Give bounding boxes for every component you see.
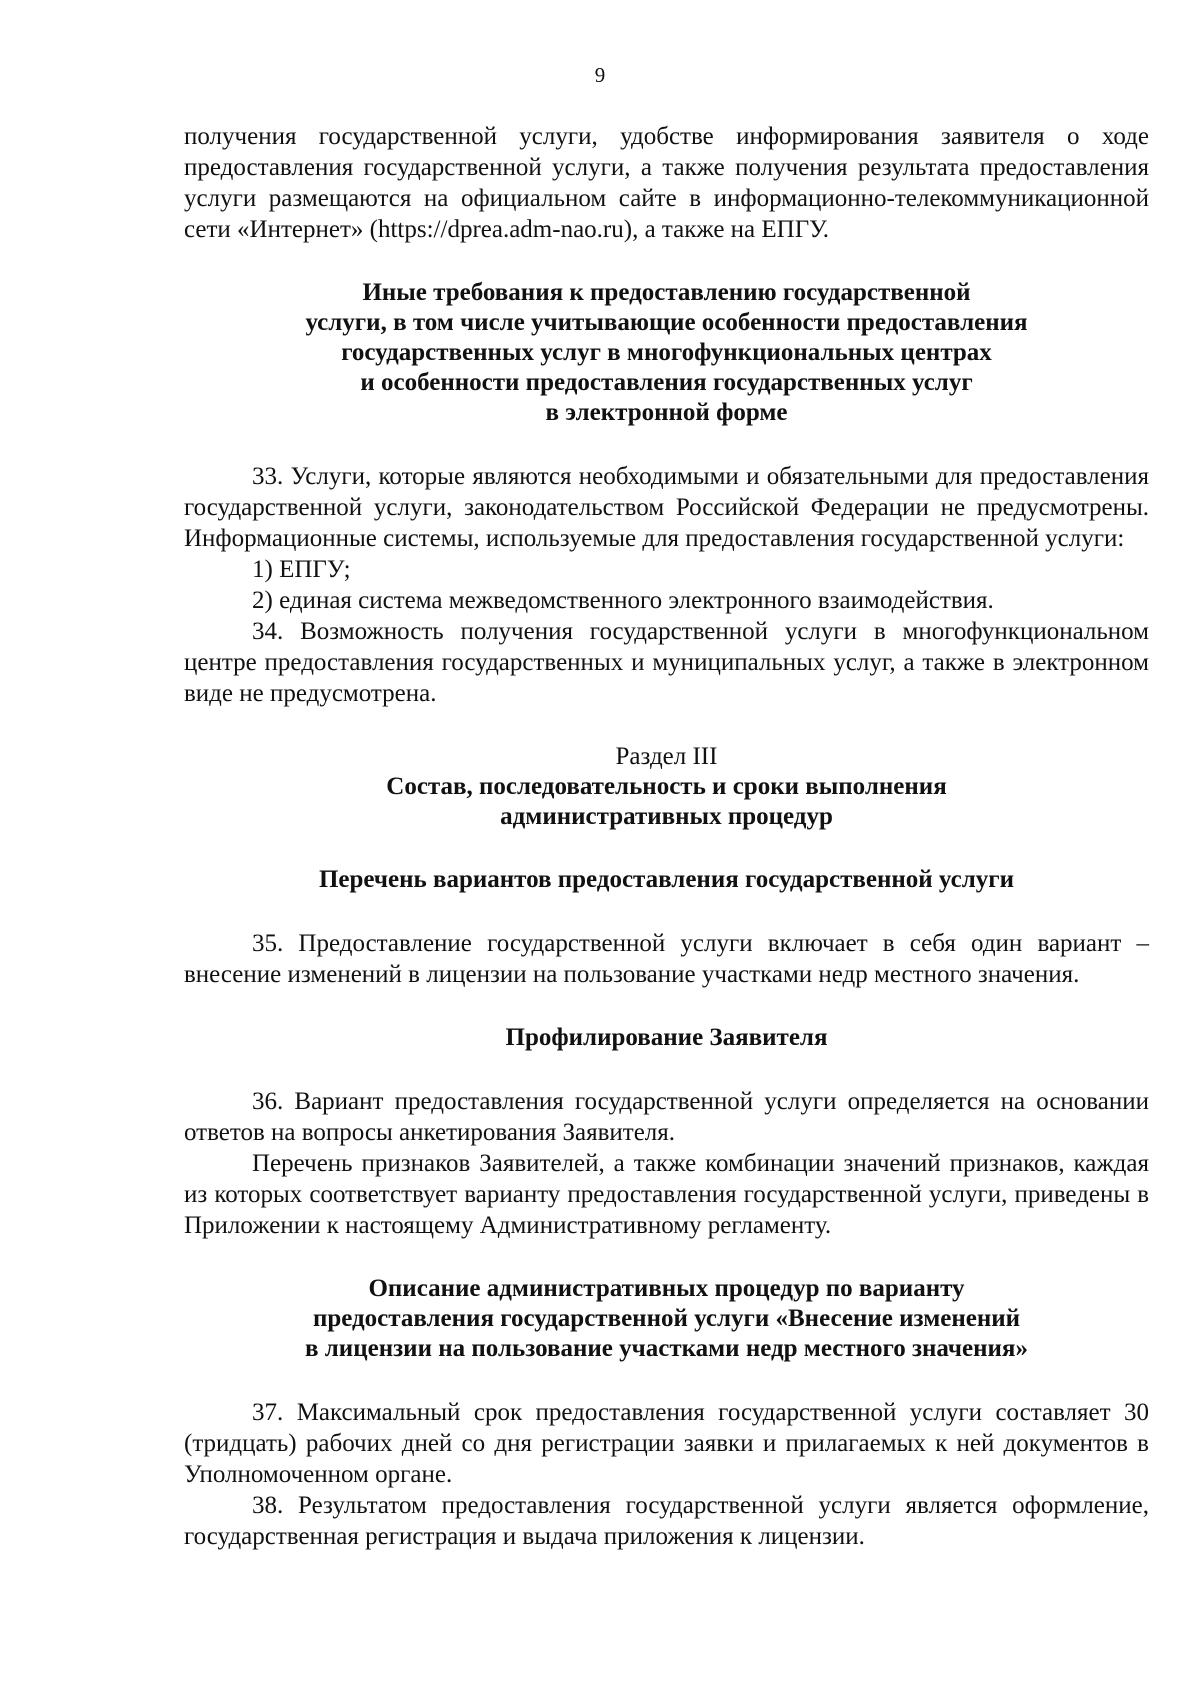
list-item: 2) единая система межведомственного электронного взаимодействия. xyxy=(252,587,994,614)
heading-profiling: Профилирование Заявителя xyxy=(505,1024,828,1051)
heading-line: и особенности предоставления государственных услуг xyxy=(360,369,973,396)
heading-variants: Перечень вариантов предоставления государственной услуги xyxy=(318,866,1015,893)
item-38-paragraph: 38. Результатом предоставления государственной услуги является оформление, государственная регистрация и выдача приложения к лицензии. xyxy=(184,1492,1149,1550)
heading-line: административных процедур xyxy=(500,803,833,830)
page-number: 9 xyxy=(594,63,606,87)
heading-line: Состав, последовательность и сроки выполнения xyxy=(386,773,947,800)
list-item: 1) ЕПГУ; xyxy=(252,556,351,583)
heading-line: в электронной форме xyxy=(545,399,788,426)
section-label: Раздел III xyxy=(615,743,718,770)
heading-line: Иные требования к предоставлению государственной xyxy=(362,279,971,306)
document-body xyxy=(184,121,1149,1552)
item-36-continuation: Перечень признаков Заявителей, а также комбинации значений признаков, каждая из которых соответствует варианту предоставления государственной услуги, приведены в Приложении к настоящему Административному регламенту. xyxy=(184,1150,1149,1239)
heading-line: Описание административных процедур по варианту xyxy=(368,1275,965,1302)
intro-paragraph: получения государственной услуги, удобстве информирования заявителя о ходе предоставления государственной услуги, а также получения результата предоставления услуги размещаются на официальном сайте в информационно-телекоммуникационной сети «Интернет» (https://dprea.adm-nao.ru), а также на ЕПГУ. xyxy=(184,123,1149,243)
item-37-paragraph: 37. Максимальный срок предоставления государственной услуги составляет 30 (тридцать) рабочих дней со дня регистрации заявки и прилагаемых к ней документов в Уполномоченном органе. xyxy=(184,1399,1149,1488)
item-36-paragraph: 36. Вариант предоставления государственной услуги определяется на основании ответов на вопросы анкетирования Заявителя. xyxy=(184,1088,1149,1146)
heading-line: предоставления государственной услуги «Внесение изменений xyxy=(312,1305,1021,1332)
heading-line: государственных услуг в многофункциональных центрах xyxy=(341,339,992,366)
heading-line: в лицензии на пользование участками недр местного значения» xyxy=(305,1335,1028,1362)
heading-procedures xyxy=(184,1274,1149,1364)
item-33-paragraph: 33. Услуги, которые являются необходимыми и обязательными для предоставления государственной услуги, законодательством Российской Федерации не предусмотрены. Информационные системы, используемые для предоставления государственной услуги: xyxy=(184,463,1149,552)
item-34-paragraph: 34. Возможность получения государственной услуги в многофункциональном центре предоставления государственных и муниципальных услуг, а также в электронном виде не предусмотрена. xyxy=(184,618,1149,707)
heading-line: услуги, в том числе учитывающие особенности предоставления xyxy=(305,309,1028,336)
item-35-paragraph: 35. Предоставление государственной услуги включает в себя один вариант – внесение изменений в лицензии на пользование участками недр местного значения. xyxy=(184,930,1149,988)
heading-other-requirements xyxy=(184,278,1149,428)
section-title xyxy=(184,772,1149,832)
